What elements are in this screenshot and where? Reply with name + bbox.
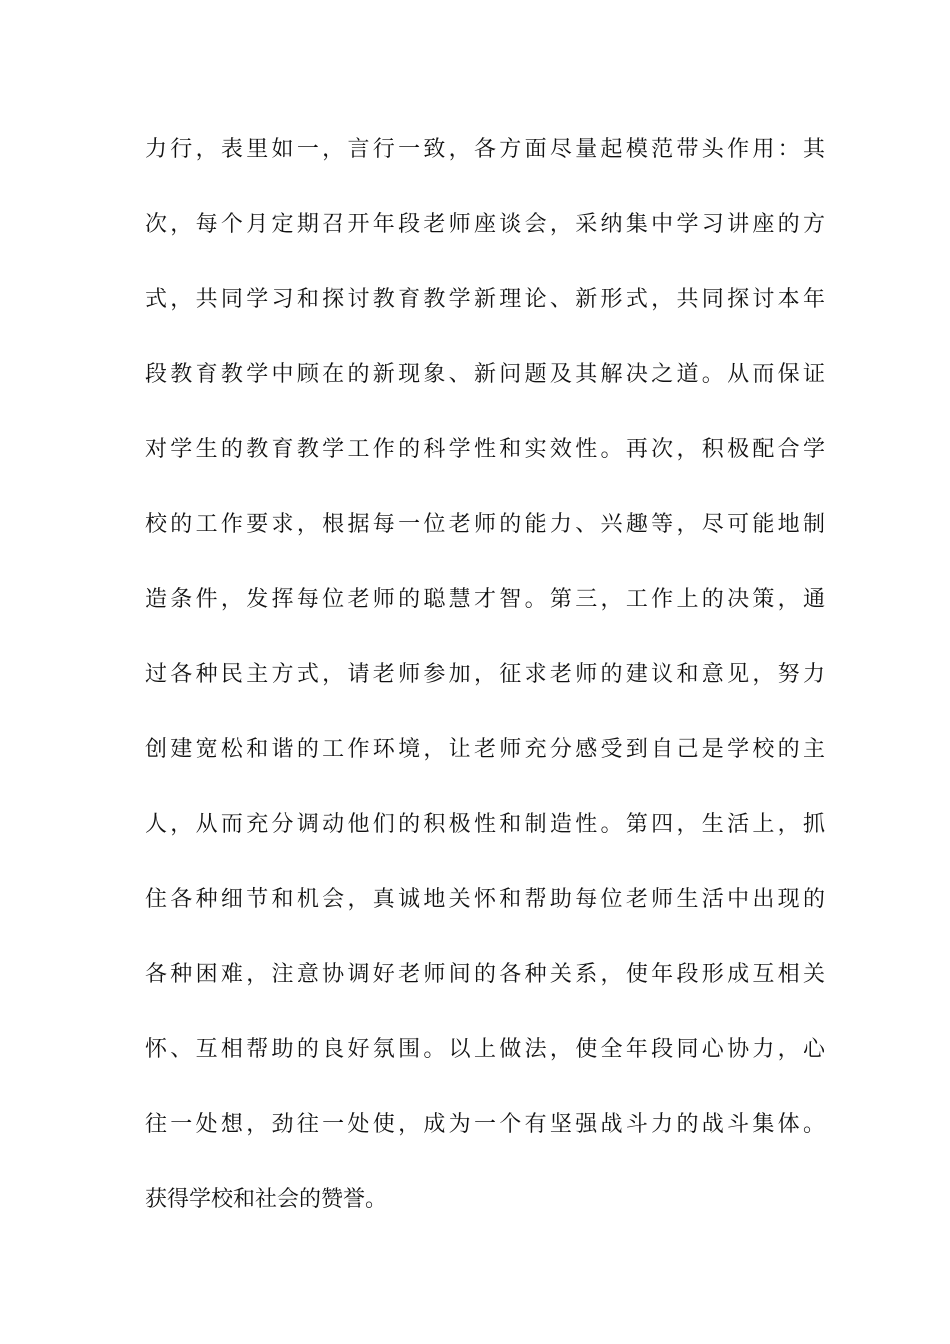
paragraph-line: 各种困难，注意协调好老师间的各种关系，使年段形成互相关 xyxy=(145,962,825,987)
paragraph-line: 次，每个月定期召开年段老师座谈会，采纳集中学习讲座的方 xyxy=(145,212,825,237)
paragraph-line: 校的工作要求，根据每一位老师的能力、兴趣等，尽可能地制 xyxy=(145,512,825,537)
paragraph-line: 对学生的教育教学工作的科学性和实效性。再次，积极配合学 xyxy=(145,437,825,462)
paragraph-line: 创建宽松和谐的工作环境，让老师充分感受到自己是学校的主 xyxy=(145,737,825,762)
paragraph-line: 住各种细节和机会，真诚地关怀和帮助每位老师生活中出现的 xyxy=(145,887,825,912)
paragraph-line-last: 获得学校和社会的赞誉。 xyxy=(145,1187,388,1212)
paragraph-line: 力行，表里如一，言行一致，各方面尽量起模范带头作用：其 xyxy=(145,137,825,162)
paragraph-line: 造条件，发挥每位老师的聪慧才智。第三，工作上的决策，通 xyxy=(145,587,825,612)
paragraph-line: 式，共同学习和探讨教育教学新理论、新形式，共同探讨本年 xyxy=(145,287,825,312)
paragraph-line: 人，从而充分调动他们的积极性和制造性。第四，生活上，抓 xyxy=(145,812,825,837)
paragraph-line: 往一处想，劲往一处使，成为一个有坚强战斗力的战斗集体。 xyxy=(145,1112,825,1137)
paragraph-line: 过各种民主方式，请老师参加，征求老师的建议和意见，努力 xyxy=(145,662,825,687)
paragraph-line: 段教育教学中顾在的新现象、新问题及其解决之道。从而保证 xyxy=(145,362,825,387)
paragraph-line: 怀、互相帮助的良好氛围。以上做法，使全年段同心协力，心 xyxy=(145,1037,825,1062)
